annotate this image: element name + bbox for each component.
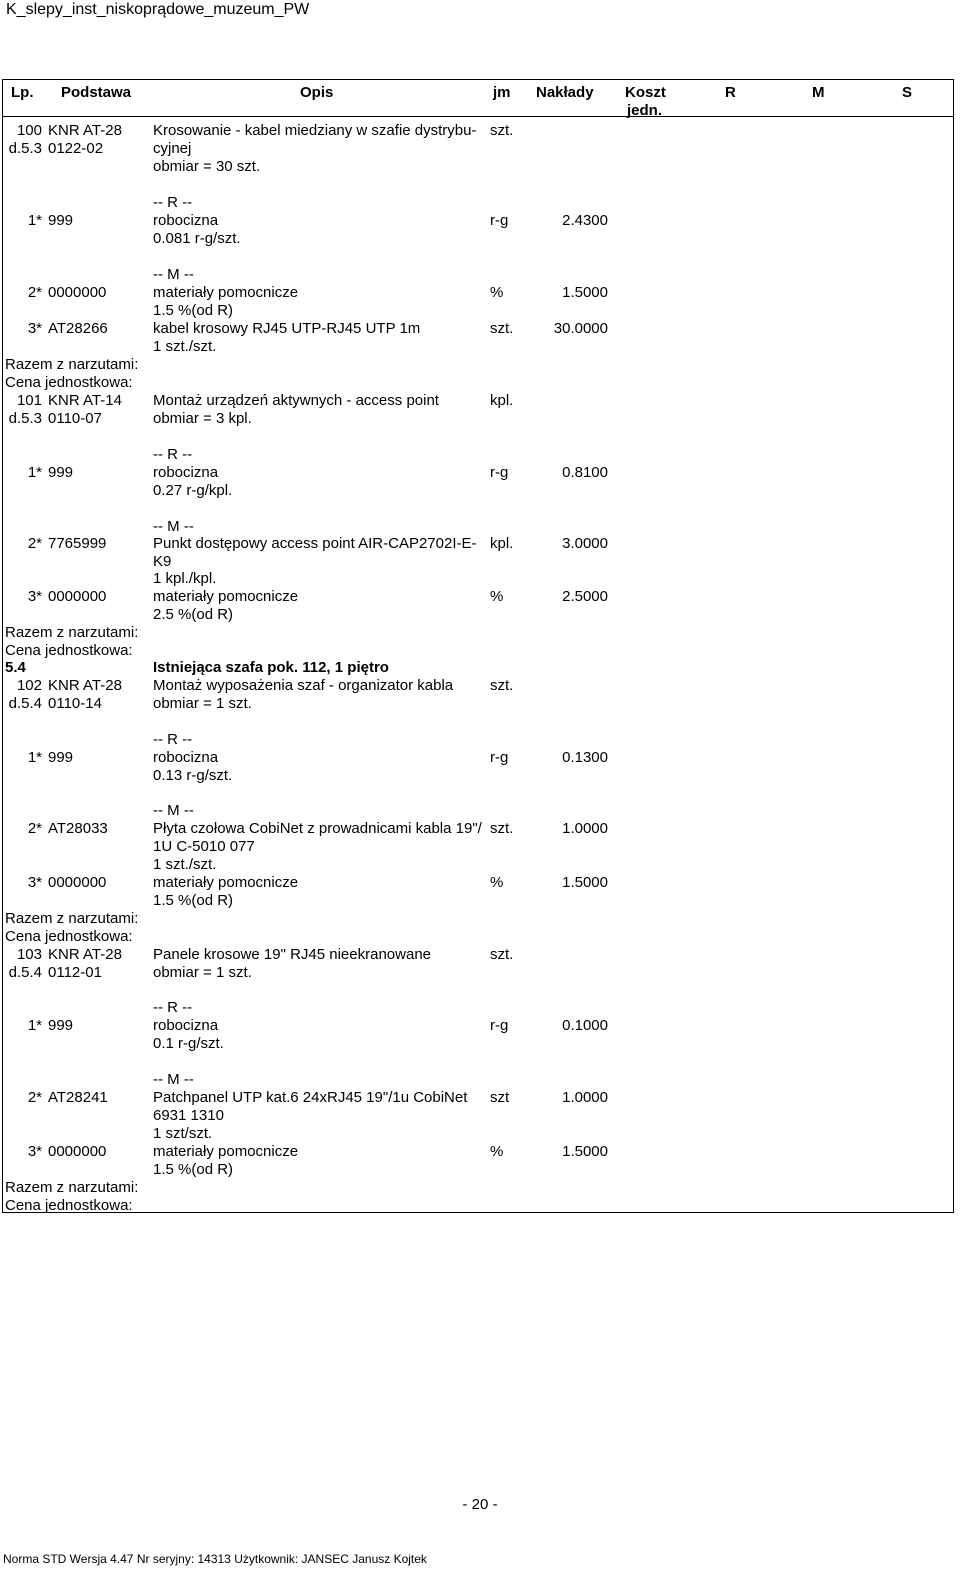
row-opis: 2.5 %(od R) [153,606,234,623]
row-jm: szt. [490,820,514,837]
row-opis: -- R -- [153,194,193,211]
row-podstawa: 0000000 [48,874,107,891]
row-jm: szt. [490,677,514,694]
row-podstawa: 999 [48,749,74,766]
col-header-jm: jm [493,84,511,101]
col-header-s: S [902,84,913,101]
row-podstawa: KNR AT-28 [48,122,122,139]
summary-label: Razem z narzutami: [5,910,139,927]
row-opis: materiały pomocnicze [153,588,299,605]
row-podstawa: 999 [48,212,74,229]
row-lp: d.5.3 [8,410,42,427]
row-opis: materiały pomocnicze [153,284,299,301]
row-opis: 0.27 r-g/kpl. [153,482,233,499]
row-opis: 0.1 r-g/szt. [153,1035,224,1052]
row-lp: 1* [27,1017,42,1034]
summary-label: Cena jednostkowa: [5,928,133,945]
cost-estimate-table [2,79,954,1213]
row-opis: robocizna [153,749,219,766]
row-opis: Patchpanel UTP kat.6 24xRJ45 19"/1u CobiNet [153,1089,468,1106]
row-opis: -- M -- [153,1071,194,1088]
col-header-koszt-jedn: jedn. [627,102,663,119]
row-opis: -- M -- [153,802,194,819]
row-lp: 100 [16,122,42,139]
row-podstawa: 0110-14 [48,695,102,712]
row-opis: -- R -- [153,731,193,748]
row-lp: 102 [16,677,42,694]
row-opis: Panele krosowe 19" RJ45 nieekranowane [153,946,431,963]
row-opis: Montaż urządzeń aktywnych - access point [153,392,439,409]
row-naklady: 2.4300 [562,212,608,229]
row-opis: -- M -- [153,518,194,535]
col-header-podstawa: Podstawa [61,84,132,101]
row-lp: 3* [27,588,42,605]
row-jm: r-g [490,749,509,766]
row-naklady: 0.1300 [562,749,608,766]
row-lp: 1* [27,749,42,766]
row-jm: r-g [490,1017,509,1034]
section-title: Istniejąca szafa pok. 112, 1 piętro [153,659,389,676]
row-naklady: 3.0000 [562,535,608,552]
row-opis: materiały pomocnicze [153,874,299,891]
row-podstawa: 0122-02 [48,140,104,157]
row-podstawa: 999 [48,1017,74,1034]
row-podstawa: KNR AT-14 [48,392,122,409]
row-opis: obmiar = 3 kpl. [153,410,252,427]
row-lp: 3* [27,1143,42,1160]
row-lp: 1* [27,464,42,481]
row-opis: obmiar = 1 szt. [153,964,252,981]
summary-label: Razem z narzutami: [5,356,139,373]
row-lp: 103 [16,946,42,963]
row-naklady: 0.1000 [562,1017,608,1034]
row-opis: robocizna [153,1017,219,1034]
row-naklady: 1.5000 [562,1143,608,1160]
row-opis: Punkt dostępowy access point AIR-CAP2702I-E- [153,535,477,552]
row-podstawa: AT28241 [48,1089,108,1106]
row-podstawa: 0000000 [48,588,107,605]
row-opis: 1.5 %(od R) [153,1161,234,1178]
row-opis: cyjnej [153,140,192,157]
row-podstawa: KNR AT-28 [48,677,122,694]
row-lp: 2* [27,820,42,837]
software-footer: Norma STD Wersja 4.47 Nr seryjny: 14313 Użytkownik: JANSEC Janusz Kojtek [3,1552,427,1566]
row-jm: % [490,588,504,605]
row-opis: -- R -- [153,446,193,463]
row-opis: K9 [153,553,172,570]
row-opis: -- M -- [153,266,194,283]
row-jm: szt. [490,320,514,337]
header-separator [3,116,953,117]
row-naklady: 1.5000 [562,874,608,891]
row-podstawa: 999 [48,464,74,481]
row-podstawa: 0000000 [48,1143,107,1160]
summary-label: Cena jednostkowa: [5,642,133,659]
row-opis: obmiar = 1 szt. [153,695,252,712]
row-lp: 101 [16,392,42,409]
row-opis: 1 szt./szt. [153,338,217,355]
row-podstawa: KNR AT-28 [48,946,122,963]
row-opis: 1 kpl./kpl. [153,570,217,587]
row-lp: 2* [27,284,42,301]
row-naklady: 1.5000 [562,284,608,301]
row-podstawa: 7765999 [48,535,107,552]
row-opis: robocizna [153,212,219,229]
row-jm: szt [490,1089,510,1106]
row-naklady: 1.0000 [562,1089,608,1106]
col-header-opis: Opis [300,84,334,101]
row-opis: kabel krosowy RJ45 UTP-RJ45 UTP 1m [153,320,421,337]
col-header-naklady: Nakłady [536,84,594,101]
col-header-koszt: Koszt [625,84,666,101]
row-opis: Montaż wyposażenia szaf - organizator kabla [153,677,454,694]
row-podstawa: 0000000 [48,284,107,301]
row-jm: % [490,874,504,891]
col-header-r: R [725,84,736,101]
row-lp: 2* [27,535,42,552]
row-jm: r-g [490,464,509,481]
summary-label: Razem z narzutami: [5,624,139,641]
row-lp: d.5.3 [8,140,42,157]
row-opis: 1.5 %(od R) [153,302,234,319]
row-lp: 3* [27,874,42,891]
row-opis: Krosowanie - kabel miedziany w szafie dystrybu- [153,122,477,139]
row-naklady: 2.5000 [562,588,608,605]
row-opis: materiały pomocnicze [153,1143,299,1160]
row-opis: 1 szt/szt. [153,1125,213,1142]
row-opis: Płyta czołowa CobiNet z prowadnicami kabla 19"/ [153,820,482,837]
row-jm: r-g [490,212,509,229]
row-lp: 3* [27,320,42,337]
summary-label: Cena jednostkowa: [5,374,133,391]
col-header-lp: Lp. [11,84,34,101]
row-opis: obmiar = 30 szt. [153,158,261,175]
row-podstawa: 0112-01 [48,964,102,981]
row-jm: kpl. [490,535,514,552]
row-opis: 0.081 r-g/szt. [153,230,241,247]
row-lp: d.5.4 [8,964,42,981]
row-naklady: 30.0000 [553,320,608,337]
col-header-m: M [812,84,825,101]
row-jm: szt. [490,122,514,139]
section-number: 5.4 [5,659,26,676]
row-podstawa: AT28266 [48,320,108,337]
row-opis: 6931 1310 [153,1107,224,1124]
row-jm: % [490,284,504,301]
row-opis: -- R -- [153,999,193,1016]
row-naklady: 0.8100 [562,464,608,481]
row-podstawa: AT28033 [48,820,108,837]
row-lp: d.5.4 [8,695,42,712]
row-podstawa: 0110-07 [48,410,102,427]
row-naklady: 1.0000 [562,820,608,837]
row-opis: 1 szt./szt. [153,856,217,873]
row-opis: 0.13 r-g/szt. [153,767,233,784]
document-title: K_slepy_inst_niskoprądowe_muzeum_PW [6,1,310,18]
row-lp: 1* [27,212,42,229]
row-lp: 2* [27,1089,42,1106]
row-jm: kpl. [490,392,514,409]
row-opis: robocizna [153,464,219,481]
row-jm: % [490,1143,504,1160]
summary-label: Cena jednostkowa: [5,1197,133,1214]
row-opis: 1.5 %(od R) [153,892,234,909]
summary-label: Razem z narzutami: [5,1179,139,1196]
row-jm: szt. [490,946,514,963]
page-number: - 20 - [462,1496,498,1513]
row-opis: 1U C-5010 077 [153,838,255,855]
